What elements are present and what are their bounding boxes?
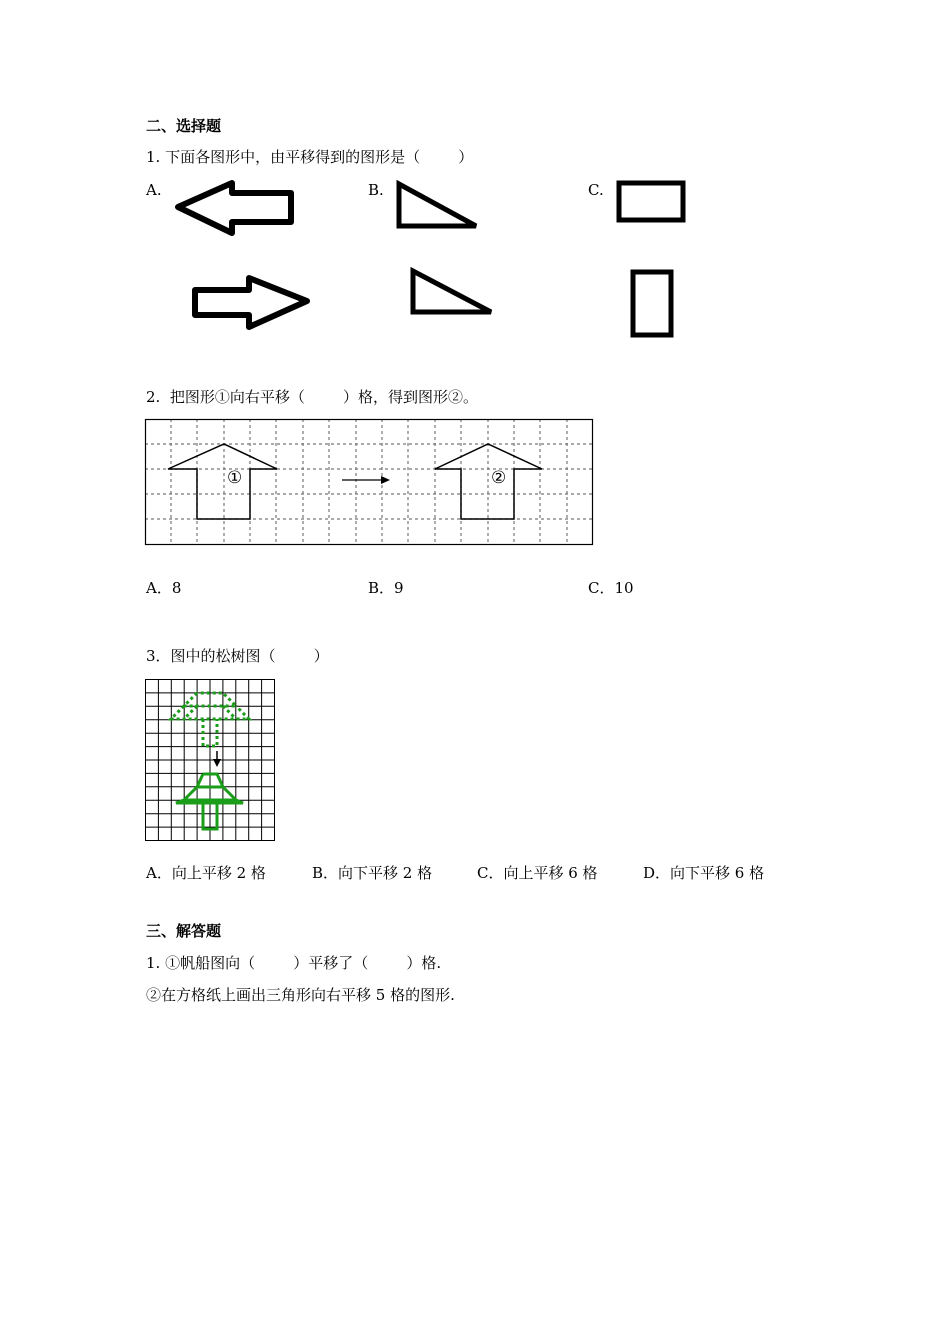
q3-option-c: C．向上平移 6 格	[477, 864, 598, 882]
section-2-heading: 二、选择题	[146, 117, 222, 135]
rectangle-shape-horizontal	[619, 183, 683, 220]
q1-option-a-label: A.	[146, 181, 162, 199]
section-3-question-1-line-2: ②在方格纸上画出三角形向右平移 5 格的图形.	[146, 986, 455, 1004]
q3-grid	[145, 679, 275, 841]
q1-option-b-label: B.	[368, 181, 384, 199]
left-arrow-shape	[178, 183, 291, 233]
triangle-shape-top	[399, 184, 476, 226]
q2-option-c: C．10	[588, 579, 634, 597]
triangle-shape-bottom	[413, 271, 491, 312]
section-3-question-1-line-1: 1. ①帆船图向（ ）平移了（ ）格.	[146, 954, 442, 972]
shape-2-label: ②	[491, 468, 507, 488]
q2-option-a: A．8	[146, 579, 182, 597]
q2-grid-figure	[145, 419, 595, 547]
rectangle-shape-vertical	[633, 272, 671, 335]
question-2-text: 2. 把图形①向右平移（ ）格，得到图形②。	[146, 388, 478, 406]
question-1-text: 1. 下面各图形中，由平移得到的图形是（ ）	[146, 148, 474, 166]
right-arrow-shape	[195, 278, 307, 327]
q2-grid-border	[146, 420, 593, 545]
q3-grid-figure	[145, 679, 277, 843]
q3-option-b: B．向下平移 2 格	[312, 864, 433, 882]
q1-option-c-label: C.	[588, 181, 604, 199]
q2-option-b: B．9	[368, 579, 404, 597]
question-3-text: 3．图中的松树图（ ）	[146, 647, 329, 665]
q2-dotted-grid	[145, 419, 593, 545]
q3-option-a: A．向上平移 2 格	[146, 864, 266, 882]
shape-1-label: ①	[227, 468, 243, 488]
arrow-shape-1	[168, 444, 277, 519]
q3-option-d: D．向下平移 6 格	[643, 864, 765, 882]
section-3-heading: 三、解答题	[146, 922, 222, 940]
